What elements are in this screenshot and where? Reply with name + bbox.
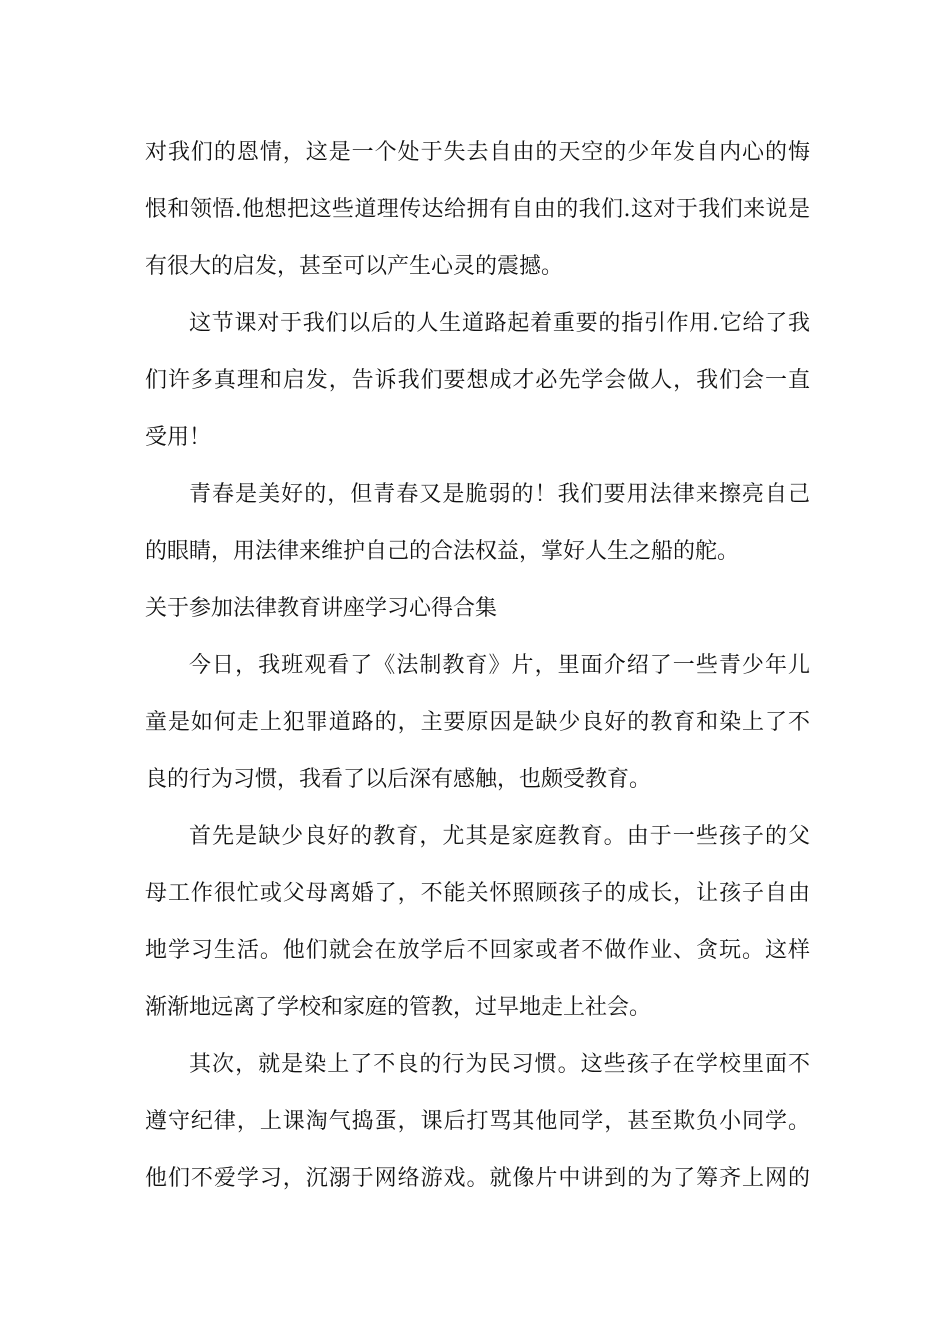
text-line: 们许多真理和启发，告诉我们要想成才必先学会做人，我们会一直 bbox=[145, 368, 810, 393]
section-heading: 关于参加法律教育讲座学习心得合集 bbox=[145, 596, 498, 621]
text-line: 他们不爱学习，沉溺于网络游戏。就像片中讲到的为了筹齐上网的 bbox=[145, 1166, 810, 1191]
text-line: 对我们的恩情，这是一个处于失去自由的天空的少年发自内心的悔 bbox=[145, 140, 810, 165]
text-line: 恨和领悟.他想把这些道理传达给拥有自由的我们.这对于我们来说是 bbox=[145, 197, 810, 222]
text-line: 遵守纪律，上课淘气捣蛋，课后打骂其他同学，甚至欺负小同学。 bbox=[145, 1109, 810, 1134]
text-line: 受用！ bbox=[145, 425, 212, 450]
text-line: 地学习生活。他们就会在放学后不回家或者不做作业、贪玩。这样 bbox=[145, 938, 810, 963]
text-line: 良的行为习惯，我看了以后深有感触，也颇受教育。 bbox=[145, 767, 652, 792]
text-line: 的眼睛，用法律来维护自己的合法权益，掌好人生之船的舵。 bbox=[145, 539, 740, 564]
text-line: 首先是缺少良好的教育，尤其是家庭教育。由于一些孩子的父 bbox=[189, 824, 810, 849]
text-line: 其次，就是染上了不良的行为民习惯。这些孩子在学校里面不 bbox=[189, 1052, 810, 1077]
text-line: 渐渐地远离了学校和家庭的管教，过早地走上社会。 bbox=[145, 995, 652, 1020]
text-line: 童是如何走上犯罪道路的，主要原因是缺少良好的教育和染上了不 bbox=[145, 710, 810, 735]
text-line: 这节课对于我们以后的人生道路起着重要的指引作用.它给了我 bbox=[189, 311, 810, 336]
text-line: 今日，我班观看了《法制教育》片，里面介绍了一些青少年儿 bbox=[189, 653, 810, 678]
text-line: 有很大的启发，甚至可以产生心灵的震撼。 bbox=[145, 254, 564, 279]
text-line: 青春是美好的，但青春又是脆弱的！我们要用法律来擦亮自己 bbox=[189, 482, 810, 507]
text-line: 母工作很忙或父母离婚了，不能关怀照顾孩子的成长，让孩子自由 bbox=[145, 881, 810, 906]
